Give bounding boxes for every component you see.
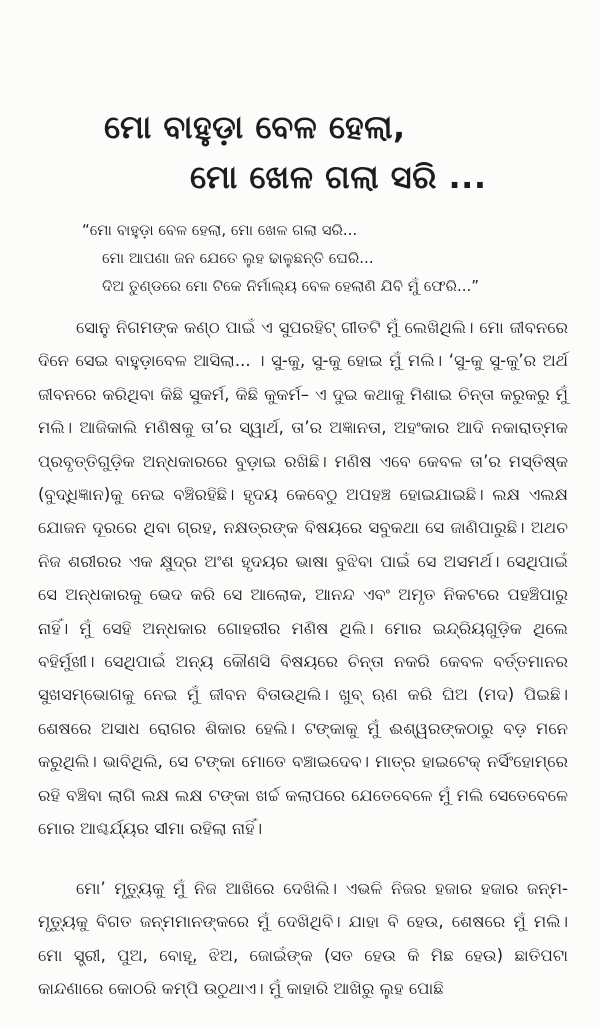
chapter-title-line-1: ମୋ ବାହୁଡ଼ା ବେଳ ହେଲା,: [104, 108, 406, 146]
lyric-line: “ମୋ ବାହୁଡ଼ା ବେଳ ହେଲା, ମୋ ଖେଳ ଗଲା ସରି...: [82, 221, 358, 239]
song-lyrics: [82, 216, 582, 300]
lyric-line: ମୋ ଆପଣା ଜନ ଯେତେ ଲୁହ ଢାଳୁଛନ୍ତି ଘେରି...: [102, 249, 374, 267]
lyric-line: ଦିଅ ତୁଣ୍ଡରେ ମୋ ଟିକେ ନିର୍ମାଲ୍ୟ ବେଳ ହେଲାଣି ଯିବି ମୁଁ ଫେରି...”: [102, 277, 480, 295]
chapter-title-line-2: ମୋ ଖେଳ ଗଲା ସରି ...: [190, 158, 487, 196]
body-paragraph: ସୋନୁ ନିଗମଙ୍କ କଣ୍ଠ ପାଇଁ ଏ ସୁପରହିଟ୍ ଗୀତଟି ମୁଁ ଲେଖିଥିଲି। ମୋ ଜୀବନରେ ଦିନେ ସେଇ ବାହୁଡ଼ାବେଳ ଆସିଲା... । ସୁ-କୁ, ସୁ-କୁ ହୋଇ ମୁଁ ମଲି। ‘ସୁ-କୁ ସୁ-କୁ’ର ଅର୍ଥ ଜୀବନରେ କରିଥିବା କିଛି ସୁକର୍ମ, କିଛି କୁକର୍ମ– ଏ ଦୁଇ କଥାକୁ ମିଶାଇ ଚିନ୍ତା କରୁକରୁ ମୁଁ ମଲି। ଆଜିକାଲି ମଣିଷକୁ ତା’ର ସ୍ୱାର୍ଥ, ତା’ର ଅଜ୍ଞାନତା, ଅହଂକାର ଆଦି ନକାରାତ୍ମକ ପ୍ରବୃତ୍ତିଗୁଡ଼ିକ ଅନ୍ଧକାରରେ ବୁଡ଼ାଇ ରଖିଛି। ମଣିଷ ଏବେ କେବଳ ତା’ର ମସ୍ତିଷ୍କ (ବୁଦ୍ଧିଜ୍ଞାନ)କୁ ନେଇ ବଞ୍ଚିରହିଛି। ହୃଦୟ କେବେଠୁ ଅପହଞ୍ଚ ହୋଇଯାଇଛି। ଲକ୍ଷ ଏଲକ୍ଷ ଯୋଜନ ଦୂରରେ ଥିବା ଗ୍ରହ, ନକ୍ଷତ୍ରଙ୍କ ବିଷୟରେ ସବୁକଥା ସେ ଜାଣିପାରୁଛି। ଅଥଚ ନିଜ ଶରୀରର ଏକ କ୍ଷୁଦ୍ର ଅଂଶ ହୃଦୟର ଭାଷା ବୁଝିବା ପାଇଁ ସେ ଅସମର୍ଥ। ସେଥିପାଇଁ ସେ ଅନ୍ଧକାରକୁ ଭେଦ କରି ସେ ଆଲୋକ, ଆନନ୍ଦ ଏବଂ ଅମୃତ ନିକଟରେ ପହଞ୍ଚିପାରୁ ନାହିଁ। ମୁଁ ସେହି ଅନ୍ଧକାର ଗୋହରୀର ମଣିଷ ଥିଲି। ମୋର ଇନ୍ଦ୍ରିୟଗୁଡ଼ିକ ଥିଲେ ବହିର୍ମୁଖୀ। ସେଥିପାଇଁ ଅନ୍ୟ କୌଣସି ବିଷୟରେ ଚିନ୍ତା ନକରି କେବଳ ବର୍ତ୍ତମାନର ସୁଖସମ୍ଭୋଗକୁ ନେଇ ମୁଁ ଜୀବନ ବିତାଉଥିଲି। ଖୁବ୍ ଋଣ କରି ଘିଅ (ମଦ) ପିଇଛି। ଶେଷରେ ଅସାଧ ରୋଗର ଶିକାର ହେଲି। ଟଙ୍କାକୁ ମୁଁ ଈଶ୍ୱରଙ୍କଠାରୁ ବଡ଼ ମନେ କରୁଥିଲି। ଭାବିଥିଲି, ସେ ଟଙ୍କା ମୋତେ ବଞ୍ଚାଇଦେବ। ମାତ୍ର ହାଇଟେକ୍ ନର୍ସିଂହୋମ୍‌ରେ ରହି ବଞ୍ଚିବା ଲାଗି ଲକ୍ଷ ଲକ୍ଷ ଟଙ୍କା ଖର୍ଚ୍ଚ କଲାପରେ ଯେତେବେଳେ ମୁଁ ମଲି ସେତେବେଳେ ମୋର ଆଶ୍ଚର୍ଯ୍ୟର ସୀମା ରହିଲା ନାହିଁ।: [38, 318, 568, 839]
body-paragraph: ମୋ’ ମୃତ୍ୟୁକୁ ମୁଁ ନିଜ ଆଖିରେ ଦେଖିଲି। ଏଭଳି ନିଜର ହଜାର ହଜାର ଜନ୍ମ-ମୃତ୍ୟୁକୁ ବିଗତ ଜନ୍ମମାନଙ୍କରେ ମୁଁ ଦେଖିଥିବି। ଯାହା ବି ହେଉ, ଶେଷରେ ମୁଁ ମଲି। ମୋ ସ୍ତ୍ରୀ, ପୁଅ, ବୋହୂ, ଝିଅ, ଜୋଇଁଙ୍କ (ସତ ହେଉ କି ମିଛ ହେଉ) ଛାତିପଟା କାନ୍ଦଣାରେ କୋଠରି କମ୍ପି ଉଠୁଥାଏ। ମୁଁ କାହାରି ଆଖିରୁ ଲୁହ ପୋଛି: [38, 879, 568, 999]
